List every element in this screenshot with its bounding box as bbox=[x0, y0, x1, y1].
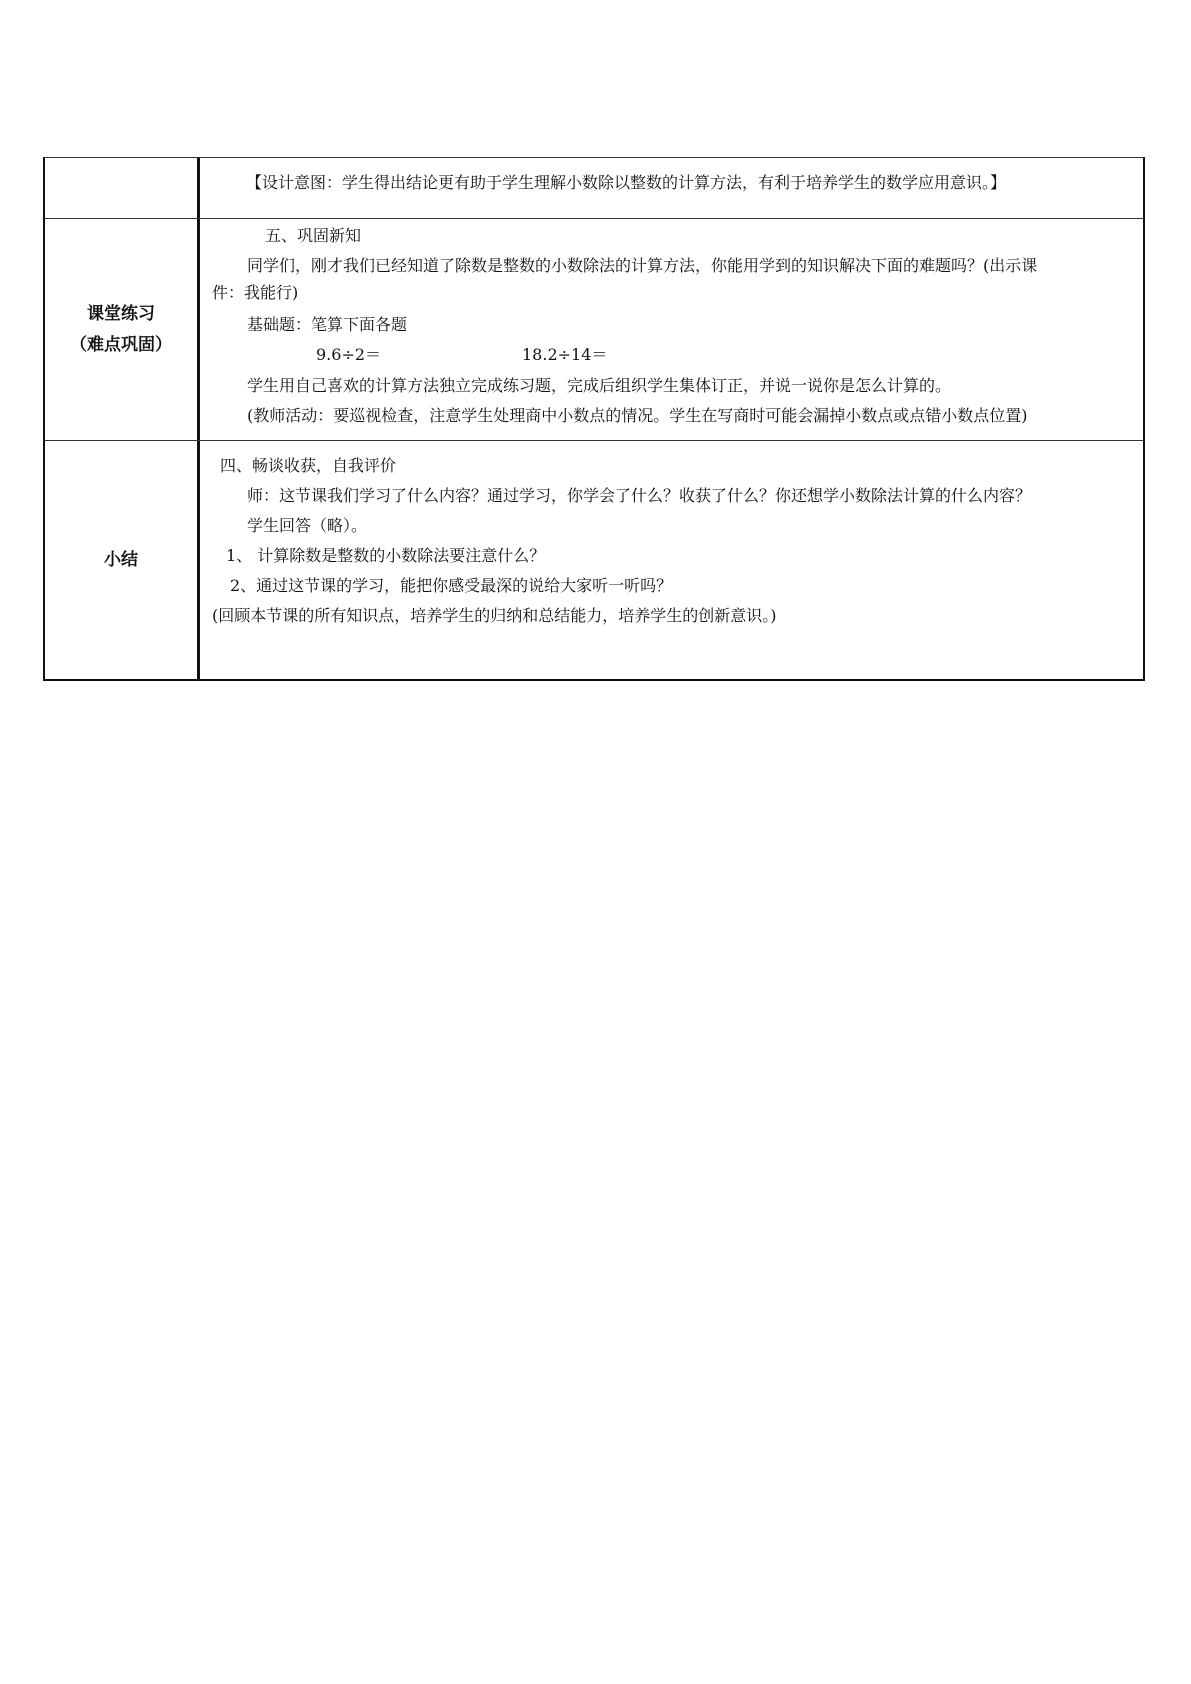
row-heading-line: （难点巩固） bbox=[70, 334, 172, 355]
paragraph-line: 师：这节课我们学习了什么内容？通过学习，你学会了什么？收获了什么？你还想学小数除法计算的什么内容？ bbox=[247, 486, 1032, 505]
design-intent-text: 【设计意图：学生得出结论更有助于学生理解小数除以整数的计算方法，有利于培养学生的数学应用意识。】 bbox=[246, 173, 1007, 192]
paragraph-line: 学生用自己喜欢的计算方法独立完成练习题，完成后组织学生集体订正，并说一说你是怎么计算的。 bbox=[247, 376, 952, 395]
exercise-heading: 基础题：笔算下面各题 bbox=[247, 315, 408, 334]
exercise-item: 9.6÷2＝ bbox=[316, 345, 382, 364]
row-heading-summary bbox=[45, 441, 200, 679]
exercise-item: 18.2÷14＝ bbox=[522, 345, 608, 364]
design-intent-cell bbox=[200, 158, 1143, 218]
row-heading-practice bbox=[45, 219, 200, 440]
table-row bbox=[45, 441, 1143, 679]
summary-content-cell bbox=[200, 441, 1143, 679]
table-row bbox=[45, 158, 1143, 219]
row-heading-line: 小结 bbox=[104, 549, 138, 570]
list-item: 2、通过这节课的学习，能把你感受最深的说给大家听一听吗？ bbox=[230, 576, 673, 595]
paragraph-line: 件：我能行) bbox=[212, 283, 299, 302]
practice-content-cell bbox=[200, 219, 1143, 440]
list-item: 1、 计算除数是整数的小数除法要注意什么？ bbox=[226, 546, 546, 565]
paragraph-line: 学生回答（略）。 bbox=[247, 516, 368, 535]
section-heading: 四、畅谈收获，自我评价 bbox=[220, 456, 397, 475]
row-heading-line: 课堂练习 bbox=[87, 303, 155, 324]
paragraph-line: (回顾本节课的所有知识点，培养学生的归纳和总结能力，培养学生的创新意识。) bbox=[212, 606, 777, 625]
table-row bbox=[45, 219, 1143, 441]
paragraph-line: 同学们，刚才我们已经知道了除数是整数的小数除法的计算方法，你能用学到的知识解决下面的难题吗？(出示课 bbox=[247, 256, 1038, 275]
row-heading-empty bbox=[45, 158, 200, 218]
section-heading: 五、巩固新知 bbox=[265, 226, 362, 245]
paragraph-line: (教师活动：要巡视检查，注意学生处理商中小数点的情况。学生在写商时可能会漏掉小数点或点错小数点位置) bbox=[247, 406, 1028, 425]
lesson-plan-table bbox=[43, 157, 1145, 681]
